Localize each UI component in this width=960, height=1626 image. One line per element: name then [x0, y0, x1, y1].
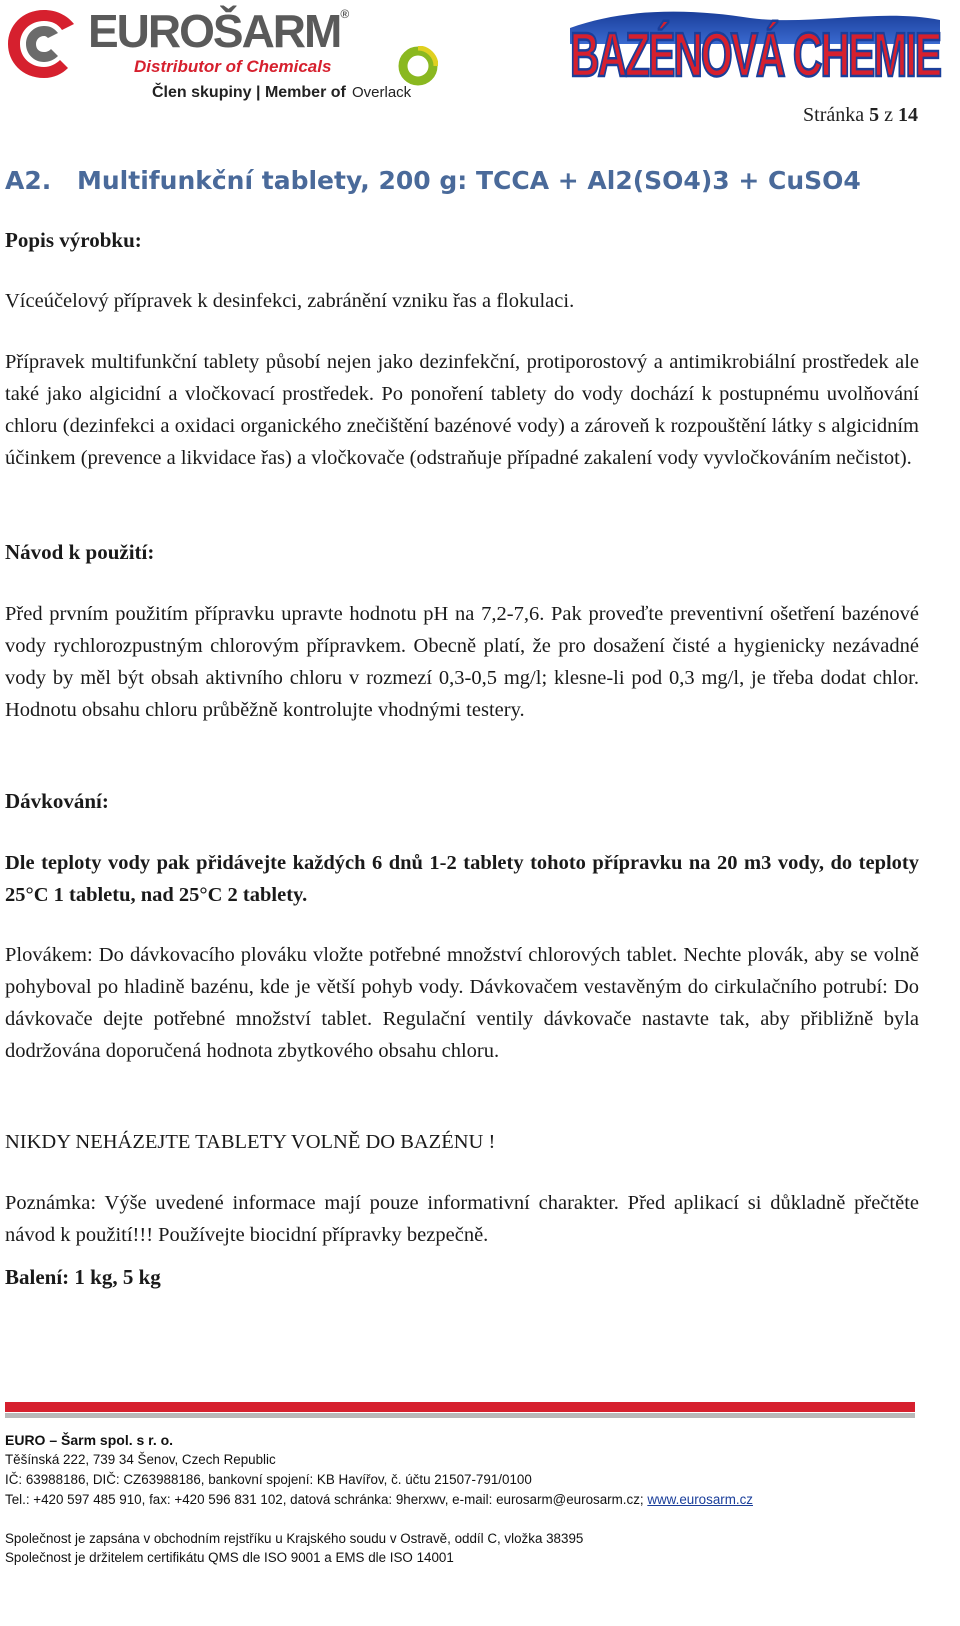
- page-header: [0, 0, 960, 110]
- footer-contact: Tel.: +420 597 485 910, fax: +420 596 831 102, datová schránka: 9herxwv, e-mail: eurosarm@eurosarm.cz; www.eurosarm.cz: [5, 1492, 753, 1507]
- member-text: Člen skupiny | Member of: [152, 84, 346, 101]
- section-number: A2.: [5, 166, 52, 195]
- overlack-ring-icon: [398, 46, 438, 86]
- warning-text: NIKDY NEHÁZEJTE TABLETY VOLNĚ DO BAZÉNU !: [5, 1131, 496, 1153]
- footer-grey-bar: [5, 1413, 915, 1418]
- brand-logo-text: BAZÉNOVÁ CHEMIE: [570, 21, 941, 88]
- description-p1: Víceúčelový přípravek k desinfekci, zabránění vzniku řas a flokulaci.: [5, 290, 575, 312]
- footer-registry: Společnost je zapsána v obchodním rejstříku u Krajského soudu v Ostravě, oddíl C, vložka 38395: [5, 1531, 584, 1546]
- overlack-name: Overlack: [352, 84, 412, 101]
- bazenova-chemie-logo: [560, 4, 950, 88]
- dosage-heading: Dávkování:: [5, 789, 109, 813]
- footer-address: Těšínská 222, 739 34 Šenov, Czech Republic: [5, 1452, 276, 1467]
- logo-tagline: Distributor of Chemicals: [134, 57, 332, 76]
- eurosarm-logo: [0, 0, 470, 110]
- footer-website-link[interactable]: www.eurosarm.cz: [647, 1492, 753, 1507]
- dosage-bold-paragraph: Dle teploty vody pak přidávejte každých 6 dnů 1-2 tablety tohoto přípravku na 20 m3 vody, do teploty 25°C 1 tabletu, nad 25°C 2 tablety.: [5, 852, 919, 906]
- description-p2: Přípravek multifunkční tablety působí nejen jako dezinfekční, protiporostový a antimikrobiální prostředek ale také jako algicidní a vločkovací prostředek. Po ponoření tablety do vody dochází k postupnému uvolňování chloru (dezinfekci a oxidaci organického znečištění bazénové vody) a zároveň k rozpouštění látky s algicidním účinkem (prevence a likvidace řas) a vločkovače (odstraňuje případné zakalení vody vyvločkováním nečistot).: [5, 351, 919, 469]
- packaging-text: Balení: 1 kg, 5 kg: [5, 1265, 161, 1289]
- section-title: [5, 166, 861, 195]
- section-title-text: Multifunkční tablety, 200 g: TCCA + Al2(SO4)3 + CuSO4: [77, 166, 861, 195]
- note-text: Poznámka: Výše uvedené informace mají pouze informativní charakter. Před aplikací si důkladně přečtěte návod k použití!!! Používejte biocidní přípravky bezpečně.: [5, 1192, 919, 1246]
- footer-red-bar: [5, 1402, 915, 1412]
- description-heading: Popis výrobku:: [5, 228, 142, 252]
- footer-ids: IČ: 63988186, DIČ: CZ63988186, bankovní spojení: KB Havířov, č. účtu 21507-791/0100: [5, 1472, 532, 1487]
- page-number: Stránka 5 z 14: [803, 104, 918, 126]
- footer-company: EURO – Šarm spol. s r. o.: [5, 1432, 174, 1448]
- usage-p1: Před prvním použitím přípravku upravte hodnotu pH na 7,2-7,6. Pak proveďte preventivní ošetření bazénové vody rychlorozpustným chlorovým přípravkem. Obecně platí, že pro dosažení čisté a hygienicky nezávadné vody by měl být obsah aktivního chloru v rozmezí 0,3-0,5 mg/l; klesne-li pod 0,3 mg/l, je třeba dodat chlor. Hodnotu obsahu chloru průběžně kontrolujte vhodnými testery.: [5, 603, 919, 721]
- usage-heading: Návod k použití:: [5, 540, 155, 564]
- eurosarm-ring-icon: [4, 6, 84, 82]
- eurosarm-wordmark: EUROŠARM®: [88, 5, 350, 57]
- dosage-p2: Plovákem: Do dávkovacího plováku vložte potřebné množství chlorových tablet. Nechte plovák, aby se volně pohyboval po hladině bazénu, kde je větší pohyb vody. Dávkovačem vestavěným do cirkulačního potrubí: Do dávkovače dejte potřebné množství tablet. Regulační ventily dávkovače nastavte tak, aby přibližně byla dodržována doporučená hodnota zbytkového obsahu chloru.: [5, 944, 919, 1062]
- footer-certification: Společnost je držitelem certifikátu QMS dle ISO 9001 a EMS dle ISO 14001: [5, 1550, 454, 1565]
